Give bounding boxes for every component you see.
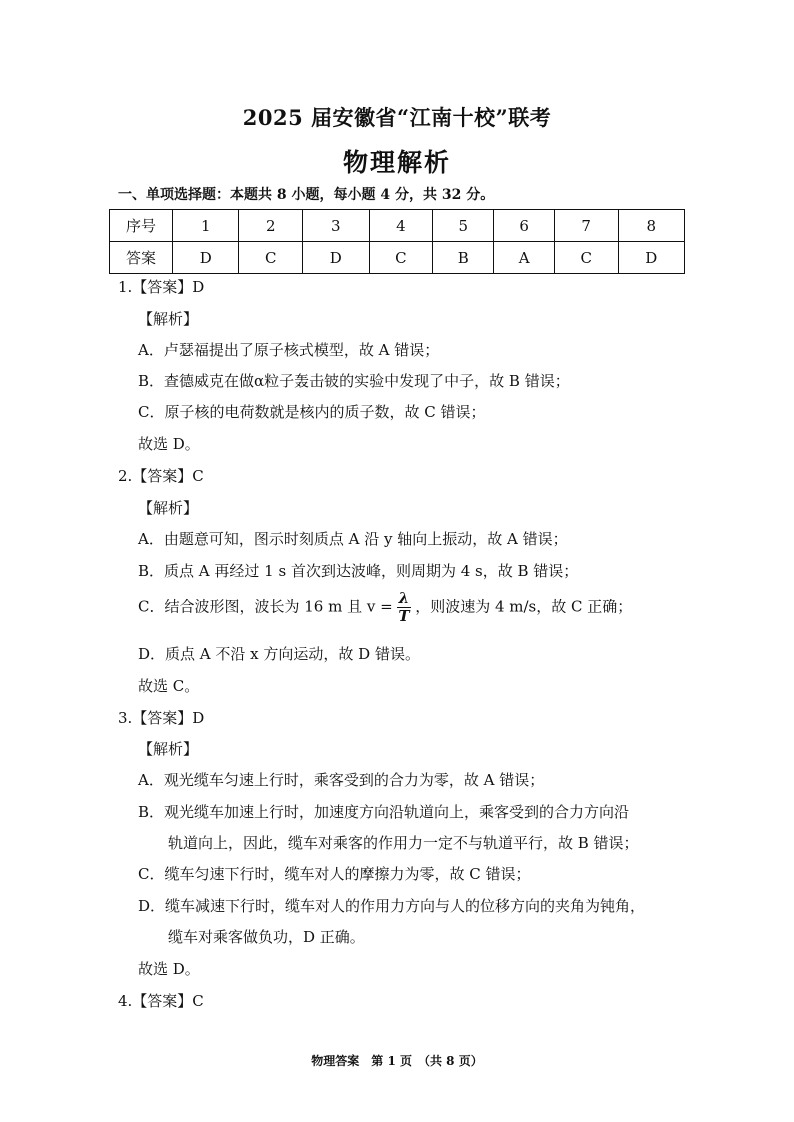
section-heading: 一、单项选择题：本题共 8 小题，每小题 4 分，共 32 分。 xyxy=(118,187,495,203)
document-title: 2025 届安徽省“江南十校”联考 xyxy=(242,105,552,130)
q3-option-b: B．观光缆车加速上行时，加速度方向沿轨道向上，乘客受到的合力方向沿 xyxy=(138,803,630,821)
table-cell: B xyxy=(433,242,494,274)
q1-conclusion: 故选 D。 xyxy=(138,435,200,453)
q3-option-d: D．缆车减速下行时，缆车对人的作用力方向与人的位移方向的夹角为钝角， xyxy=(138,897,646,915)
q1-option-b: B．查德威克在做α粒子轰击铍的实验中发现了中子，故 B 错误； xyxy=(138,372,570,390)
table-cell: 1 xyxy=(173,210,239,242)
table-cell: 2 xyxy=(239,210,303,242)
table-cell: D xyxy=(303,242,369,274)
answer-table-answer-row xyxy=(110,242,685,274)
table-cell: 6 xyxy=(494,210,554,242)
table-cell: C xyxy=(554,242,618,274)
page-footer: 物理答案 第 1 页 （共 8 页） xyxy=(311,1054,483,1068)
table-cell: 5 xyxy=(433,210,494,242)
fraction-numerator: λ xyxy=(398,589,410,607)
table-cell: 8 xyxy=(618,210,685,242)
wave-speed-fraction xyxy=(397,590,412,625)
table-header-cell: 答案 xyxy=(110,242,173,274)
q2-option-c-text-end: ，则波速为 4 m/s，故 C 正确； xyxy=(415,597,633,616)
q3-option-d-continued: 缆车对乘客做负功，D 正确。 xyxy=(168,928,365,946)
table-cell: D xyxy=(173,242,239,274)
q2-conclusion: 故选 C。 xyxy=(138,677,200,695)
q2-analysis-label: 【解析】 xyxy=(138,499,199,517)
q3-option-a: A．观光缆车匀速上行时，乘客受到的合力为零，故 A 错误； xyxy=(138,771,545,789)
table-cell: D xyxy=(618,242,685,274)
q4-answer-heading: 4.【答案】C xyxy=(118,992,204,1010)
q1-option-a: A．卢瑟福提出了原子核式模型，故 A 错误； xyxy=(138,341,440,359)
q3-option-b-continued: 轨道向上，因此，缆车对乘客的作用力一定不与轨道平行，故 B 错误； xyxy=(168,834,639,852)
q2-option-c-text: C．结合波形图，波长为 16 m 且 v = xyxy=(138,597,393,616)
q3-conclusion: 故选 D。 xyxy=(138,960,200,978)
table-header-cell: 序号 xyxy=(110,210,173,242)
q1-answer-heading: 1.【答案】D xyxy=(118,278,205,296)
table-cell: C xyxy=(369,242,433,274)
q3-option-c: C．缆车匀速下行时，缆车对人的摩擦力为零，故 C 错误； xyxy=(138,865,531,883)
table-cell: 3 xyxy=(303,210,369,242)
table-cell: A xyxy=(494,242,554,274)
document-subtitle: 物理解析 xyxy=(342,148,451,177)
answer-table xyxy=(109,209,685,274)
table-cell: 4 xyxy=(369,210,433,242)
table-cell: C xyxy=(239,242,303,274)
q1-option-c: C．原子核的电荷数就是核内的质子数，故 C 错误； xyxy=(138,403,486,421)
table-cell: 7 xyxy=(554,210,618,242)
q2-answer-heading: 2.【答案】C xyxy=(118,467,204,485)
q2-option-d: D．质点 A 不沿 x 方向运动，故 D 错误。 xyxy=(138,645,420,663)
q2-option-a: A．由题意可知，图示时刻质点 A 沿 y 轴向上振动，故 A 错误； xyxy=(138,530,568,548)
q3-answer-heading: 3.【答案】D xyxy=(118,709,205,727)
fraction-denominator: T xyxy=(398,607,410,625)
q2-option-b: B．质点 A 再经过 1 s 首次到达波峰，则周期为 4 s，故 B 错误； xyxy=(138,562,579,580)
q2-option-c xyxy=(138,590,632,625)
answer-table-number-row xyxy=(110,210,685,242)
q1-analysis-label: 【解析】 xyxy=(138,310,199,328)
q3-analysis-label: 【解析】 xyxy=(138,740,199,758)
